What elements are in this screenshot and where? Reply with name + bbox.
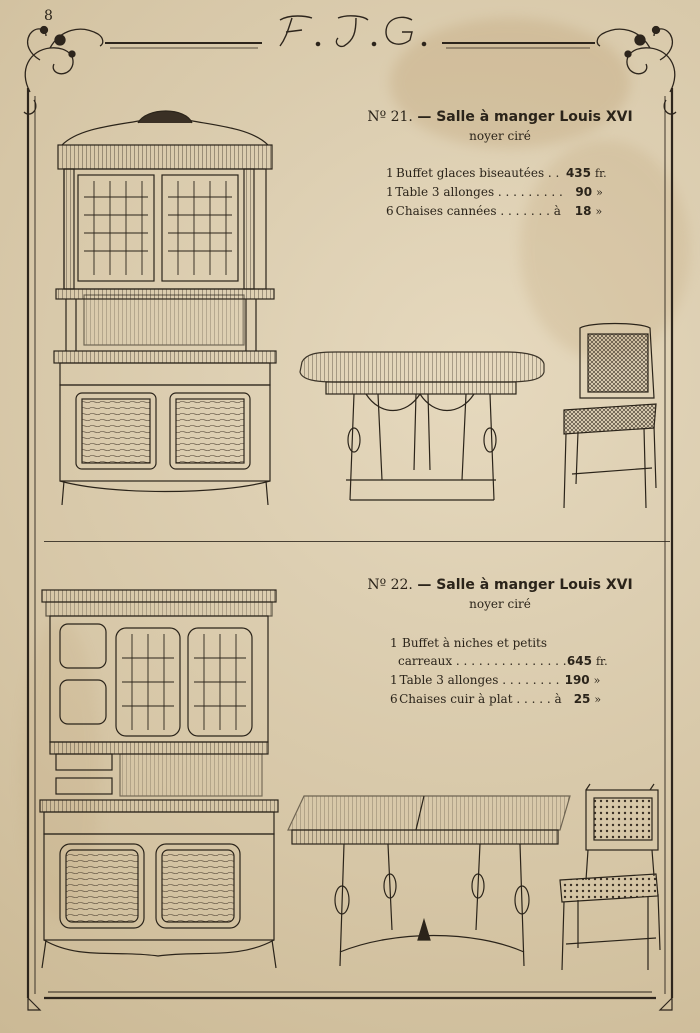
price-row	[386, 183, 610, 202]
price-unit: fr.	[595, 167, 607, 180]
section-title: — Salle à manger Louis XVI	[417, 577, 633, 593]
item-price: 18	[574, 204, 592, 218]
monogram-logo	[262, 8, 442, 52]
item-description: Chaises cuir à plat . . . . . à	[399, 692, 562, 706]
item-description: Table 3 allonges . . . . . . . .	[399, 673, 560, 687]
section-subtitle: noyer ciré	[469, 129, 531, 143]
quantity: 1	[386, 185, 394, 199]
item-price: 435	[565, 166, 592, 180]
price-unit: »	[593, 674, 601, 687]
price-unit: »	[596, 186, 603, 199]
item-price: 90	[575, 185, 593, 199]
section-subtitle: noyer ciré	[469, 597, 531, 611]
page-number: 8	[44, 8, 54, 24]
corner-ornament	[597, 27, 676, 115]
item-price: 645	[566, 654, 592, 668]
section-title: — Salle à manger Louis XVI	[417, 109, 633, 125]
table-illustration	[284, 790, 574, 972]
quantity: 6	[390, 692, 398, 706]
quantity: 6	[386, 204, 394, 218]
table-illustration	[296, 350, 548, 512]
corner-ornament	[24, 27, 103, 115]
price-row	[386, 164, 610, 183]
section-heading	[300, 576, 700, 611]
price-unit: »	[595, 205, 603, 218]
price-row	[390, 634, 608, 652]
item-price: 25	[573, 692, 591, 706]
chair-illustration	[556, 780, 664, 976]
item-description: Buffet à niches et petits	[402, 636, 548, 650]
item-number: Nº 22.	[367, 577, 413, 593]
quantity: 1	[390, 673, 398, 687]
price-row	[386, 202, 610, 221]
price-unit: fr.	[595, 655, 608, 668]
item-number: Nº 21.	[367, 109, 413, 125]
item-description: carreaux . . . . . . . . . . . . . . .	[398, 654, 567, 668]
price-row	[390, 671, 608, 690]
buffet-illustration	[50, 105, 280, 515]
quantity: 1	[386, 166, 394, 180]
item-price: 190	[564, 673, 590, 687]
quantity: 1	[390, 636, 398, 650]
section-heading	[300, 108, 700, 143]
price-list	[386, 164, 610, 221]
price-row	[390, 690, 608, 709]
price-row	[390, 652, 608, 671]
price-unit: »	[594, 693, 602, 706]
item-description: Table 3 allonges . . . . . . . . .	[395, 185, 563, 199]
section-divider	[44, 541, 670, 542]
price-list	[390, 634, 608, 709]
chair-illustration	[560, 318, 664, 516]
buffet-illustration	[38, 588, 280, 972]
item-description: Chaises cannées . . . . . . . à	[395, 204, 561, 218]
item-description: Buffet glaces biseautées . .	[395, 166, 560, 180]
